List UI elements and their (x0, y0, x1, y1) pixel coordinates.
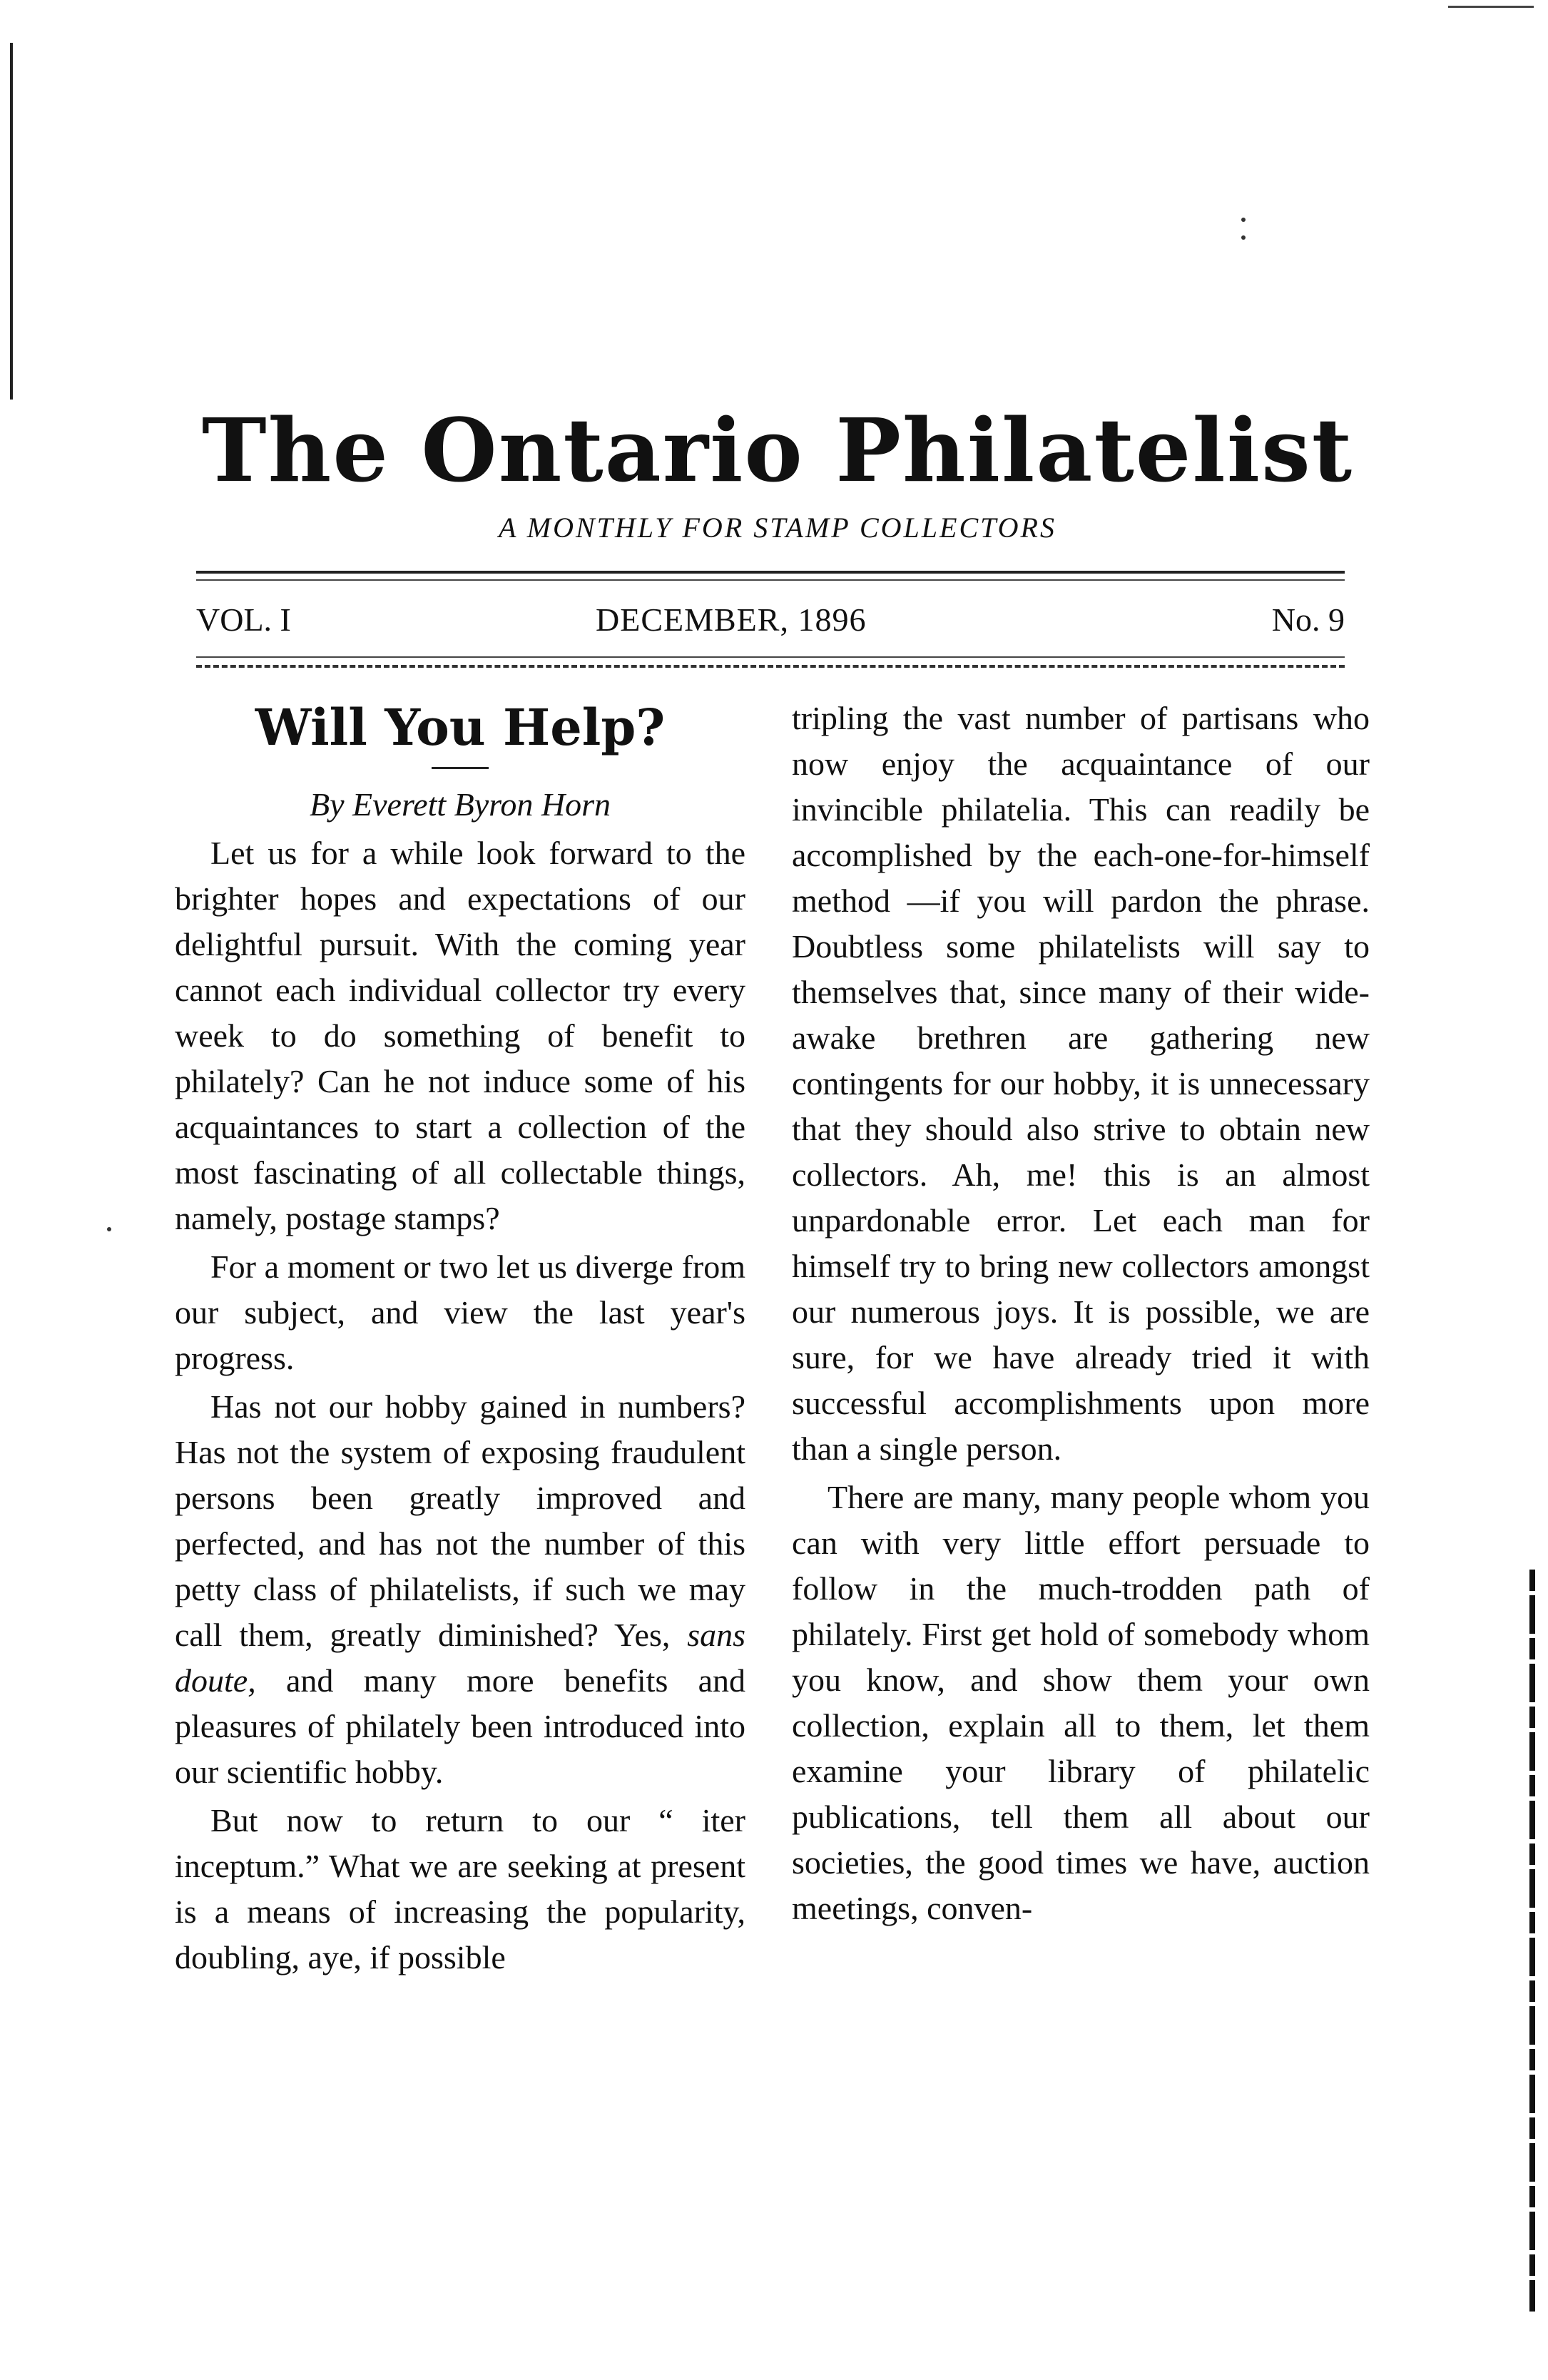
masthead (178, 399, 1377, 544)
issue-volume: VOL. I (196, 601, 291, 638)
article-byline: By Everett Byron Horn (310, 786, 611, 823)
article-column-left (175, 696, 745, 1983)
italic-phrase: sans doute, (175, 1617, 746, 1699)
scan-speck (1241, 218, 1246, 222)
paragraph: tripling the vast number of partisans who now enjoy the acquaintance of our invincible philatelia. This can readily be accomplished by the each-one-for-himself method —if you will pardon the phrase. Doubtless some philatelists will say to themselves that, since many of their wide-awake brethren are gathering new contingents for our hobby, it is unnecessary that they should also strive to obtain new collectors. Ah, me! this is an almost unpardonable error. Let each man for himself try to bring new collectors amongst our numerous joys. It is possible, we are sure, for we have already tried it with successful accomplishments upon more than a single person. (792, 700, 1370, 1467)
scan-edge-mark (1448, 6, 1534, 8)
header-rule (196, 665, 1345, 668)
scan-speck (1241, 235, 1246, 240)
issue-line (196, 601, 1345, 644)
issue-number: No. 9 (1271, 601, 1345, 638)
scan-speck (107, 1227, 111, 1231)
publication-title: The Ontario Philatelist (201, 399, 1354, 502)
publication-subtitle: A MONTHLY FOR STAMP COLLECTORS (499, 512, 1056, 544)
header-rule (196, 579, 1345, 581)
paragraph-text: and many more benefits and pleasures of philately been introduced into our scientific hobby. (175, 1662, 745, 1790)
paragraph-text: Has not our hobby gained in numbers? Has not the system of exposing fraudulent persons been greatly improved and perfected, and has not the number of this petty class of philatelists, if such we may call them, greatly diminished? Yes, (175, 1388, 745, 1653)
paragraph (175, 1384, 745, 1795)
paragraph: There are many, many people whom you can with very little effort persuade to follow in the much-trodden path of philately. First get hold of somebody whom you know, and show them your own collection, explain all to them, let them examine your library of philatelic publications, tell them all about our societies, the good times we have, auction meetings, conven- (792, 1479, 1370, 1926)
article-column-right (792, 696, 1370, 1934)
paragraph: Let us for a while look forward to the brighter hopes and expectations of our delightful pursuit. With the coming year cannot each individual collector try every week to do something of benefit to philately? Can he not induce some of his acquaintances to start a collection of the most fascinating of all collectable things, namely, postage stamps? (175, 835, 745, 1236)
article-title: Will You Help? (255, 698, 666, 757)
title-divider (432, 767, 489, 769)
paragraph: But now to return to our “ iter inceptum.” What we are seeking at present is a means of increasing the popularity, doubling, aye, if possible (175, 1802, 745, 1975)
header-rule (196, 571, 1345, 574)
issue-date: DECEMBER, 1896 (596, 601, 867, 638)
scan-edge-strip (1529, 1570, 1535, 2312)
paragraph: For a moment or two let us diverge from our subject, and view the last year's progress. (175, 1249, 745, 1376)
header-rule (196, 656, 1345, 658)
scan-edge-line (10, 43, 13, 400)
